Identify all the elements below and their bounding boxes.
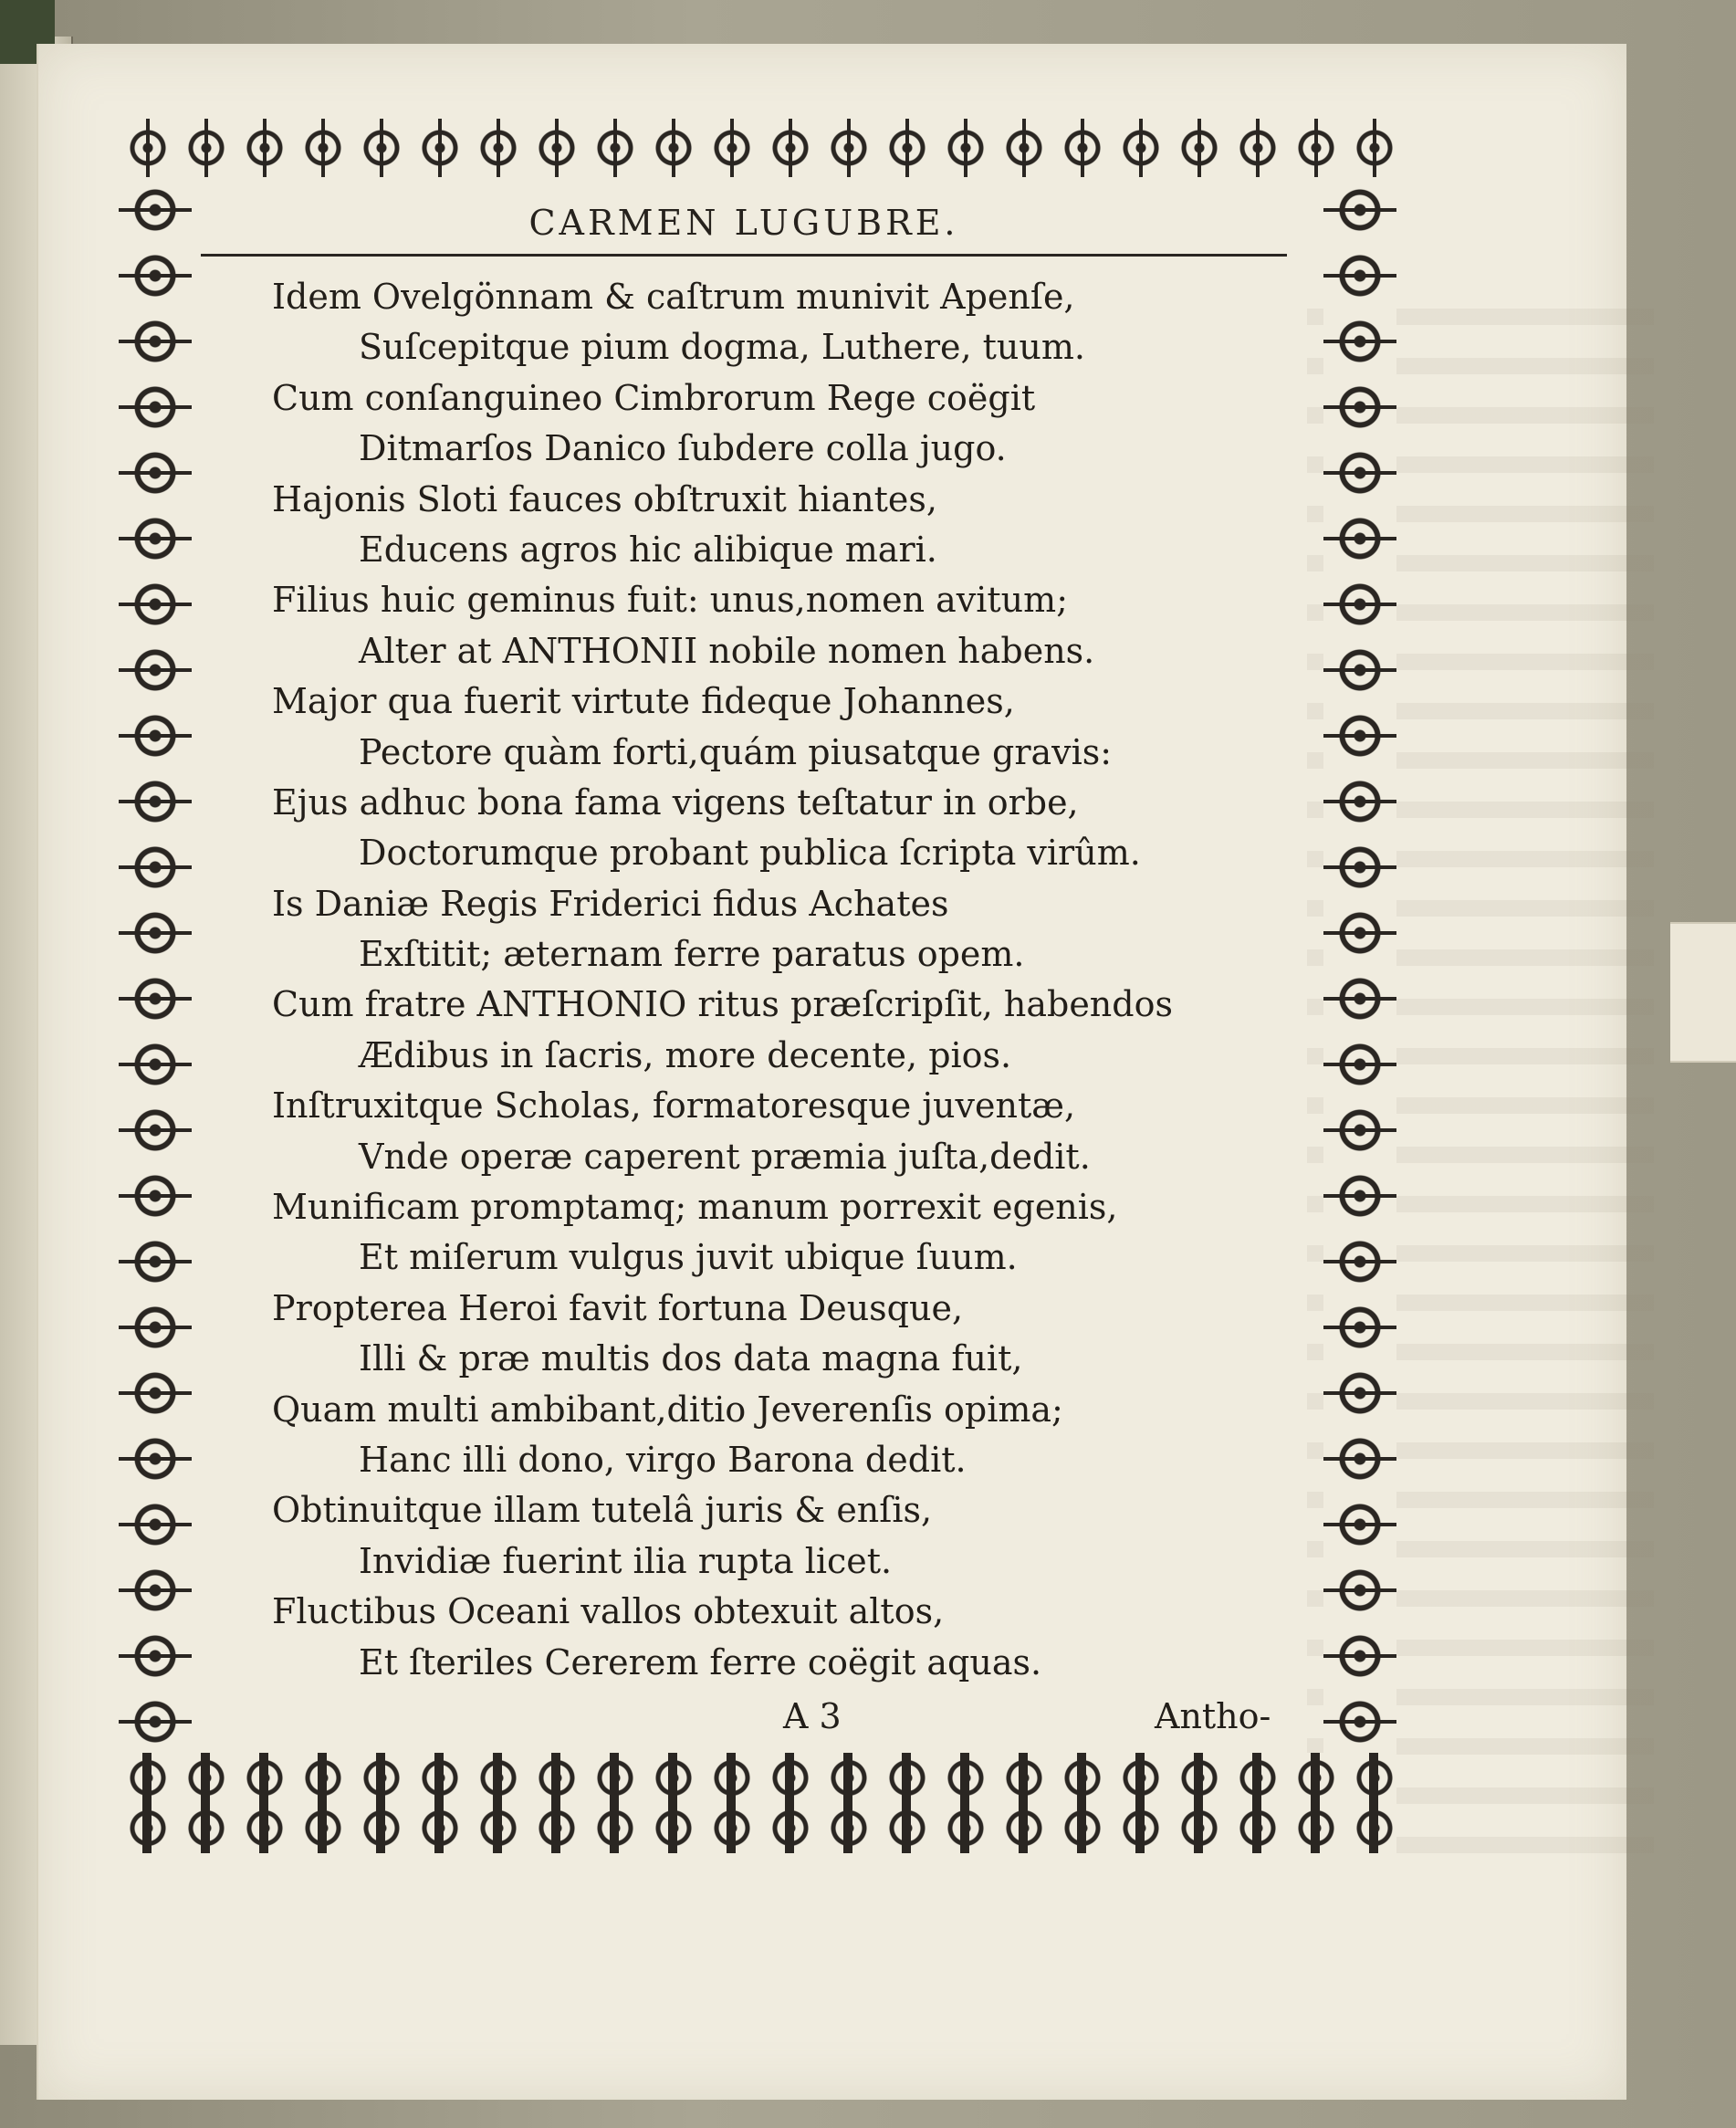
poem-line: Suſcepitque pium dogma, Luthere, tuum. [359, 327, 1085, 368]
signature-mark: A 3 [783, 1696, 842, 1736]
poem-line: Munificam promptamq; manum porrexit egenis, [272, 1187, 1118, 1228]
head-rule [201, 254, 1287, 257]
poem-line: Exſtitit; æternam ferre paratus opem. [359, 934, 1025, 975]
poem-line: Filius huic geminus fuit: unus,nomen avitum; [272, 580, 1068, 621]
poem-text [272, 272, 1258, 1688]
ornament-bottom-band [119, 1753, 1396, 1853]
running-head: CARMEN LUGUBRE. [528, 203, 959, 243]
poem-line: Propterea Heroi favit fortuna Deusque, [272, 1287, 964, 1328]
poem-line: Quam multi ambibant,ditio Jeverenſis opima; [272, 1389, 1063, 1430]
poem-line: Pectore quàm forti,quám piusatque gravis: [359, 731, 1113, 772]
poem-line: Educens agros hic alibique mari. [359, 529, 937, 570]
ornament-top-band [119, 119, 1396, 177]
poem-line: Inſtruxitque Scholas, formatoresque juventæ, [272, 1085, 1076, 1127]
poem-line: Hajonis Sloti fauces obſtruxit hiantes, [272, 478, 937, 519]
poem-line: Is Daniæ Regis Friderici fidus Achates [272, 883, 949, 924]
poem-line: Idem Ovelgönnam & caſtrum munivit Apenſe, [272, 277, 1075, 317]
ornament-right-band [1323, 177, 1396, 1753]
poem-line: Vnde operæ caperent præmia juſta,dedit. [359, 1136, 1091, 1177]
catchword: Antho- [1155, 1696, 1271, 1736]
poem-line: Ejus adhuc bona fama vigens teſtatur in orbe, [272, 781, 1079, 823]
poem-line: Cum conſanguineo Cimbrorum Rege coëgit [272, 377, 1036, 418]
poem-line: Et ſteriles Cererem ferre coëgit aquas. [359, 1641, 1042, 1682]
poem-line: Cum fratre ANTHONIO ritus præſcripſit, habendos [272, 984, 1173, 1025]
poem-line: Doctorumque probant publica ſcripta virûm. [359, 833, 1141, 874]
ornament-left-band [119, 177, 192, 1753]
poem-line: Major qua fuerit virtute fideque Johannes, [272, 681, 1015, 722]
poem-line: Hanc illi dono, virgo Barona dedit. [359, 1439, 967, 1480]
poem-line: Fluctibus Oceani vallos obtexuit altos, [272, 1591, 945, 1632]
poem-line: Illi & præ multis dos data magna fuit, [359, 1338, 1023, 1379]
poem-line: Alter at ANTHONII nobile nomen habens. [359, 630, 1095, 671]
poem-line: Et miſerum vulgus juvit ubique ſuum. [359, 1237, 1018, 1278]
poem-line: Ditmarſos Danico ſubdere colla jugo. [359, 428, 1007, 469]
poem-line: Obtinuitque illam tutelâ juris & enſis, [272, 1490, 933, 1531]
poem-line: Ædibus in ſacris, more decente, pios. [359, 1034, 1012, 1075]
poem-line: Invidiæ fuerint ilia rupta licet. [359, 1540, 893, 1581]
page-tab [1670, 922, 1736, 1063]
